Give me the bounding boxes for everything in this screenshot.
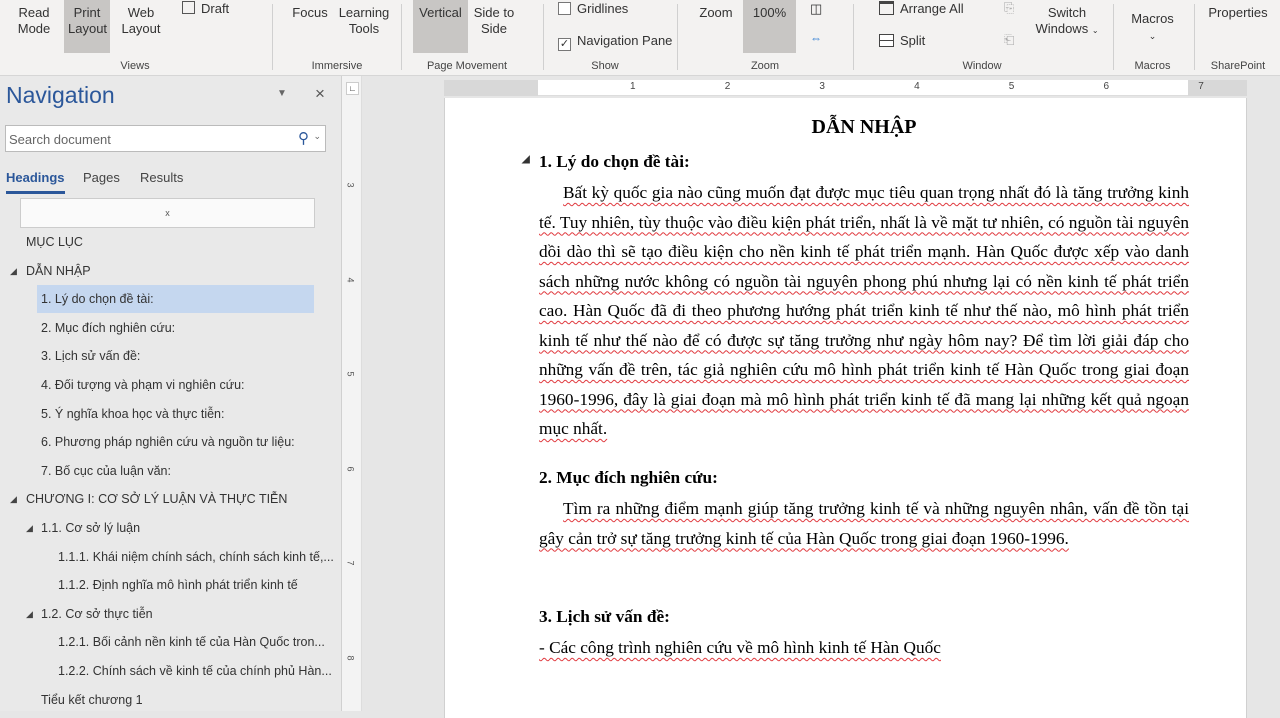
print-layout-button[interactable]: Print Layout (64, 0, 110, 53)
collapse-triangle-icon[interactable]: ◢ (522, 154, 530, 165)
ruler-number: 3 (819, 81, 825, 92)
draft-label: Draft (201, 1, 230, 16)
heading-item[interactable] (26, 228, 83, 256)
heading-item[interactable] (26, 514, 141, 542)
chevron-down-icon[interactable]: ⌄ (313, 131, 321, 141)
vertical-button[interactable]: Vertical (413, 0, 468, 53)
document-page[interactable] (444, 98, 1247, 718)
split-button[interactable] (879, 33, 925, 49)
heading-item-label: 1.2. Cơ sở thực tiễn (41, 606, 153, 621)
heading-item-label: 7. Bố cục của luận văn: (41, 463, 171, 478)
search-icon[interactable]: ⚲ (298, 130, 309, 147)
ruler-number: 5 (345, 371, 356, 377)
search-placeholder: Search document (9, 132, 111, 147)
ruler-number: 1 (630, 81, 636, 92)
paragraph-1 (539, 178, 1189, 444)
navigation-title: Navigation (6, 82, 115, 108)
macros-button[interactable] (1125, 11, 1180, 44)
chevron-down-icon: ⌄ (1148, 31, 1157, 41)
tab-results[interactable]: Results (140, 170, 184, 185)
heading-item[interactable] (41, 342, 140, 370)
navigation-pane-checkbox[interactable] (558, 33, 672, 51)
paragraph-3-text: - Các công trình nghiên cứu về mô hình kinh tế Hàn Quốc (539, 638, 941, 657)
learning-tools-button[interactable]: Learning Tools (338, 5, 390, 36)
paragraph-2-text: Tìm ra những điểm mạnh giúp tăng trưởng kinh tế và những nguyên nhân, vấn đề tồn tại gây cản trở sự tăng trưởng kinh tế của Hàn Quốc trong giai đoạn 1960-1996. (539, 499, 1189, 548)
ruler-number: 6 (345, 465, 356, 472)
paragraph-1-text: Bất kỳ quốc gia nào cũng muốn đạt được mục tiêu quan trọng nhất đó là tăng trưởng kinh tế. Tuy nhiên, tùy thuộc vào điều kiện phát triển, nhất là về mặt tư nhiên, có nguồn tài nguyên dồi dào thì sẽ tạo điều kiện cho nền kinh tế phát triển mạnh. Hàn Quốc được xếp vào danh sách những nước không có nguồn tài nguyên phong phú nhưng lại có nền kinh tế phát triển cao. Hàn Quốc đã đi theo phương hướng phát triển kinh tế như thế nào, mô hình phát triển kinh tế như thế nào để có được sự tăng trưởng như ngày hôm nay? Để tìm lời giải đáp cho những vấn đề trên, tác giả nghiên cứu mô hình phát triển kinh tế Hàn Quốc trong giai đoạn 1960-1996, đây là giai đoạn mà mô hình phát triển kinh tế đã mang lại những kết quả ngoạn mục nhất. (539, 183, 1189, 438)
draft-icon (182, 1, 195, 14)
vertical-ruler (342, 76, 362, 711)
page-width-icon[interactable]: ⇔ (810, 31, 822, 45)
search-input[interactable] (5, 125, 326, 152)
immersive-group-label: Immersive (311, 60, 363, 72)
arrange-all-label: Arrange All (900, 1, 964, 16)
ruler-number: 5 (1008, 81, 1015, 92)
paragraph-3 (539, 633, 1189, 663)
close-icon[interactable]: × (315, 84, 325, 103)
heading-item-label: 1.1.1. Khái niệm chính sách, chính sách kinh tế,... (58, 549, 334, 564)
heading-item[interactable] (37, 285, 314, 313)
web-layout-button[interactable]: Web Layout (121, 5, 161, 36)
read-mode-button[interactable]: Read Mode (17, 5, 51, 36)
right-margin (1188, 80, 1247, 96)
heading-item-label: DẪN NHẬP (26, 263, 91, 278)
checkbox-checked-icon: ✓ (559, 38, 570, 50)
heading-item-label: 2. Mục đích nghiên cứu: (41, 320, 176, 335)
ruler-number: 8 (345, 654, 356, 661)
heading-item[interactable] (58, 571, 298, 599)
tab-pages[interactable]: Pages (83, 170, 120, 185)
arrange-all-button[interactable] (879, 1, 964, 17)
heading-item[interactable] (41, 314, 175, 342)
paragraph-2 (539, 494, 1189, 553)
expand-triangle-icon[interactable]: ◢ (26, 523, 33, 533)
ruler-number: 7 (1198, 81, 1204, 92)
heading-item[interactable] (10, 257, 91, 285)
sharepoint-group-label: SharePoint (1210, 60, 1266, 72)
expand-triangle-icon[interactable]: ◢ (10, 494, 17, 505)
heading-3: 3. Lịch sử vấn đề: (539, 607, 670, 626)
tab-headings[interactable]: Headings (6, 170, 65, 194)
ruler-number: 6 (1103, 81, 1110, 92)
navigation-pane (0, 76, 342, 711)
switch-windows-button[interactable] (1032, 5, 1102, 39)
document-title: DẪN NHẬP (811, 116, 917, 138)
heading-item-label: 5. Ý nghĩa khoa học và thực tiễn: (41, 406, 225, 421)
zoom-group-label: Zoom (750, 60, 780, 72)
chevron-down-icon: ⌄ (1091, 26, 1099, 35)
zoom-button[interactable]: Zoom (699, 5, 733, 20)
heading-item[interactable] (41, 400, 224, 428)
heading-placeholder-box[interactable]: x (20, 198, 315, 228)
view-side-by-side-icon[interactable]: ⎘ (1004, 0, 1015, 15)
ruler-number: 7 (345, 560, 356, 566)
side-to-side-button[interactable]: Side to Side (473, 5, 515, 36)
properties-button[interactable]: Properties (1208, 5, 1268, 20)
heading-item[interactable] (58, 543, 334, 571)
heading-item[interactable] (58, 628, 325, 656)
heading-item[interactable] (41, 371, 245, 399)
switch-windows-label: Switch Windows (1035, 5, 1089, 36)
heading-1 (522, 152, 1189, 172)
gridlines-label: Gridlines (577, 1, 629, 16)
checkbox-unchecked-icon (558, 2, 571, 15)
heading-item-label: 6. Phương pháp nghiên cứu và nguồn tư liệu: (41, 435, 295, 450)
tab-selector[interactable]: ∟ (346, 82, 359, 95)
views-group-label: Views (120, 60, 150, 72)
navigation-pane-label: Navigation Pane (577, 33, 673, 48)
ruler-number: 4 (914, 81, 920, 92)
heading-2: 2. Mục đích nghiên cứu: (539, 468, 718, 487)
heading-item[interactable] (10, 485, 288, 513)
left-margin (444, 80, 538, 96)
heading-item-label: Tiểu kết chương 1 (41, 692, 143, 707)
heading-item-label: 1. Lý do chọn đề tài: (41, 292, 154, 307)
expand-triangle-icon[interactable]: ◢ (10, 265, 17, 276)
heading-item-label: 3. Lịch sử vấn đề: (41, 349, 141, 364)
heading-item-label: 1.1.2. Định nghĩa mô hình phát triển kinh tế (58, 578, 298, 593)
ribbon (0, 0, 1280, 76)
multiple-pages-icon[interactable]: ◫ (810, 1, 823, 16)
heading-item-label: 1.2.1. Bối cảnh nền kinh tế của Hàn Quốc tron... (58, 635, 325, 650)
pane-options-icon[interactable]: ▼ (277, 88, 287, 99)
window-group-label: Window (962, 60, 1002, 72)
macros-label: Macros (1131, 11, 1174, 26)
heading-1-text: 1. Lý do chọn đề tài: (539, 152, 690, 171)
heading-item-label: 1.1. Cơ sở lý luận (41, 521, 141, 535)
horizontal-ruler[interactable] (444, 80, 1247, 96)
ruler-number: 3 (345, 182, 356, 188)
heading-item[interactable] (41, 457, 171, 485)
heading-item-label: CHƯƠNG I: CƠ SỞ LÝ LUẬN VÀ THỰC TIỄN (26, 492, 288, 507)
heading-item[interactable] (41, 428, 295, 456)
zoom-100-button[interactable]: 100% (743, 0, 796, 53)
split-icon (879, 34, 894, 47)
split-label: Split (900, 33, 926, 48)
show-group-label: Show (591, 60, 619, 72)
gridlines-checkbox[interactable] (558, 1, 628, 17)
macros-group-label: Macros (1134, 60, 1171, 72)
heading-item[interactable] (41, 686, 143, 714)
ruler-number: 2 (724, 81, 731, 92)
page-movement-group-label: Page Movement (426, 60, 508, 72)
heading-item[interactable] (26, 600, 153, 628)
heading-item-label: 4. Đối tượng và phạm vi nghiên cứu: (41, 378, 245, 392)
heading-item-label: MỤC LỤC (26, 235, 83, 249)
heading-item-label: 1.2.2. Chính sách về kinh tế của chính phủ Hàn... (58, 664, 332, 678)
ruler-number: 4 (345, 276, 356, 283)
heading-item[interactable] (58, 657, 332, 685)
arrange-all-icon (879, 1, 894, 15)
focus-button[interactable]: Focus (292, 5, 328, 20)
draft-button[interactable] (182, 1, 229, 17)
reset-window-position-icon[interactable]: ⎗ (1004, 32, 1015, 47)
expand-triangle-icon[interactable]: ◢ (26, 608, 33, 619)
